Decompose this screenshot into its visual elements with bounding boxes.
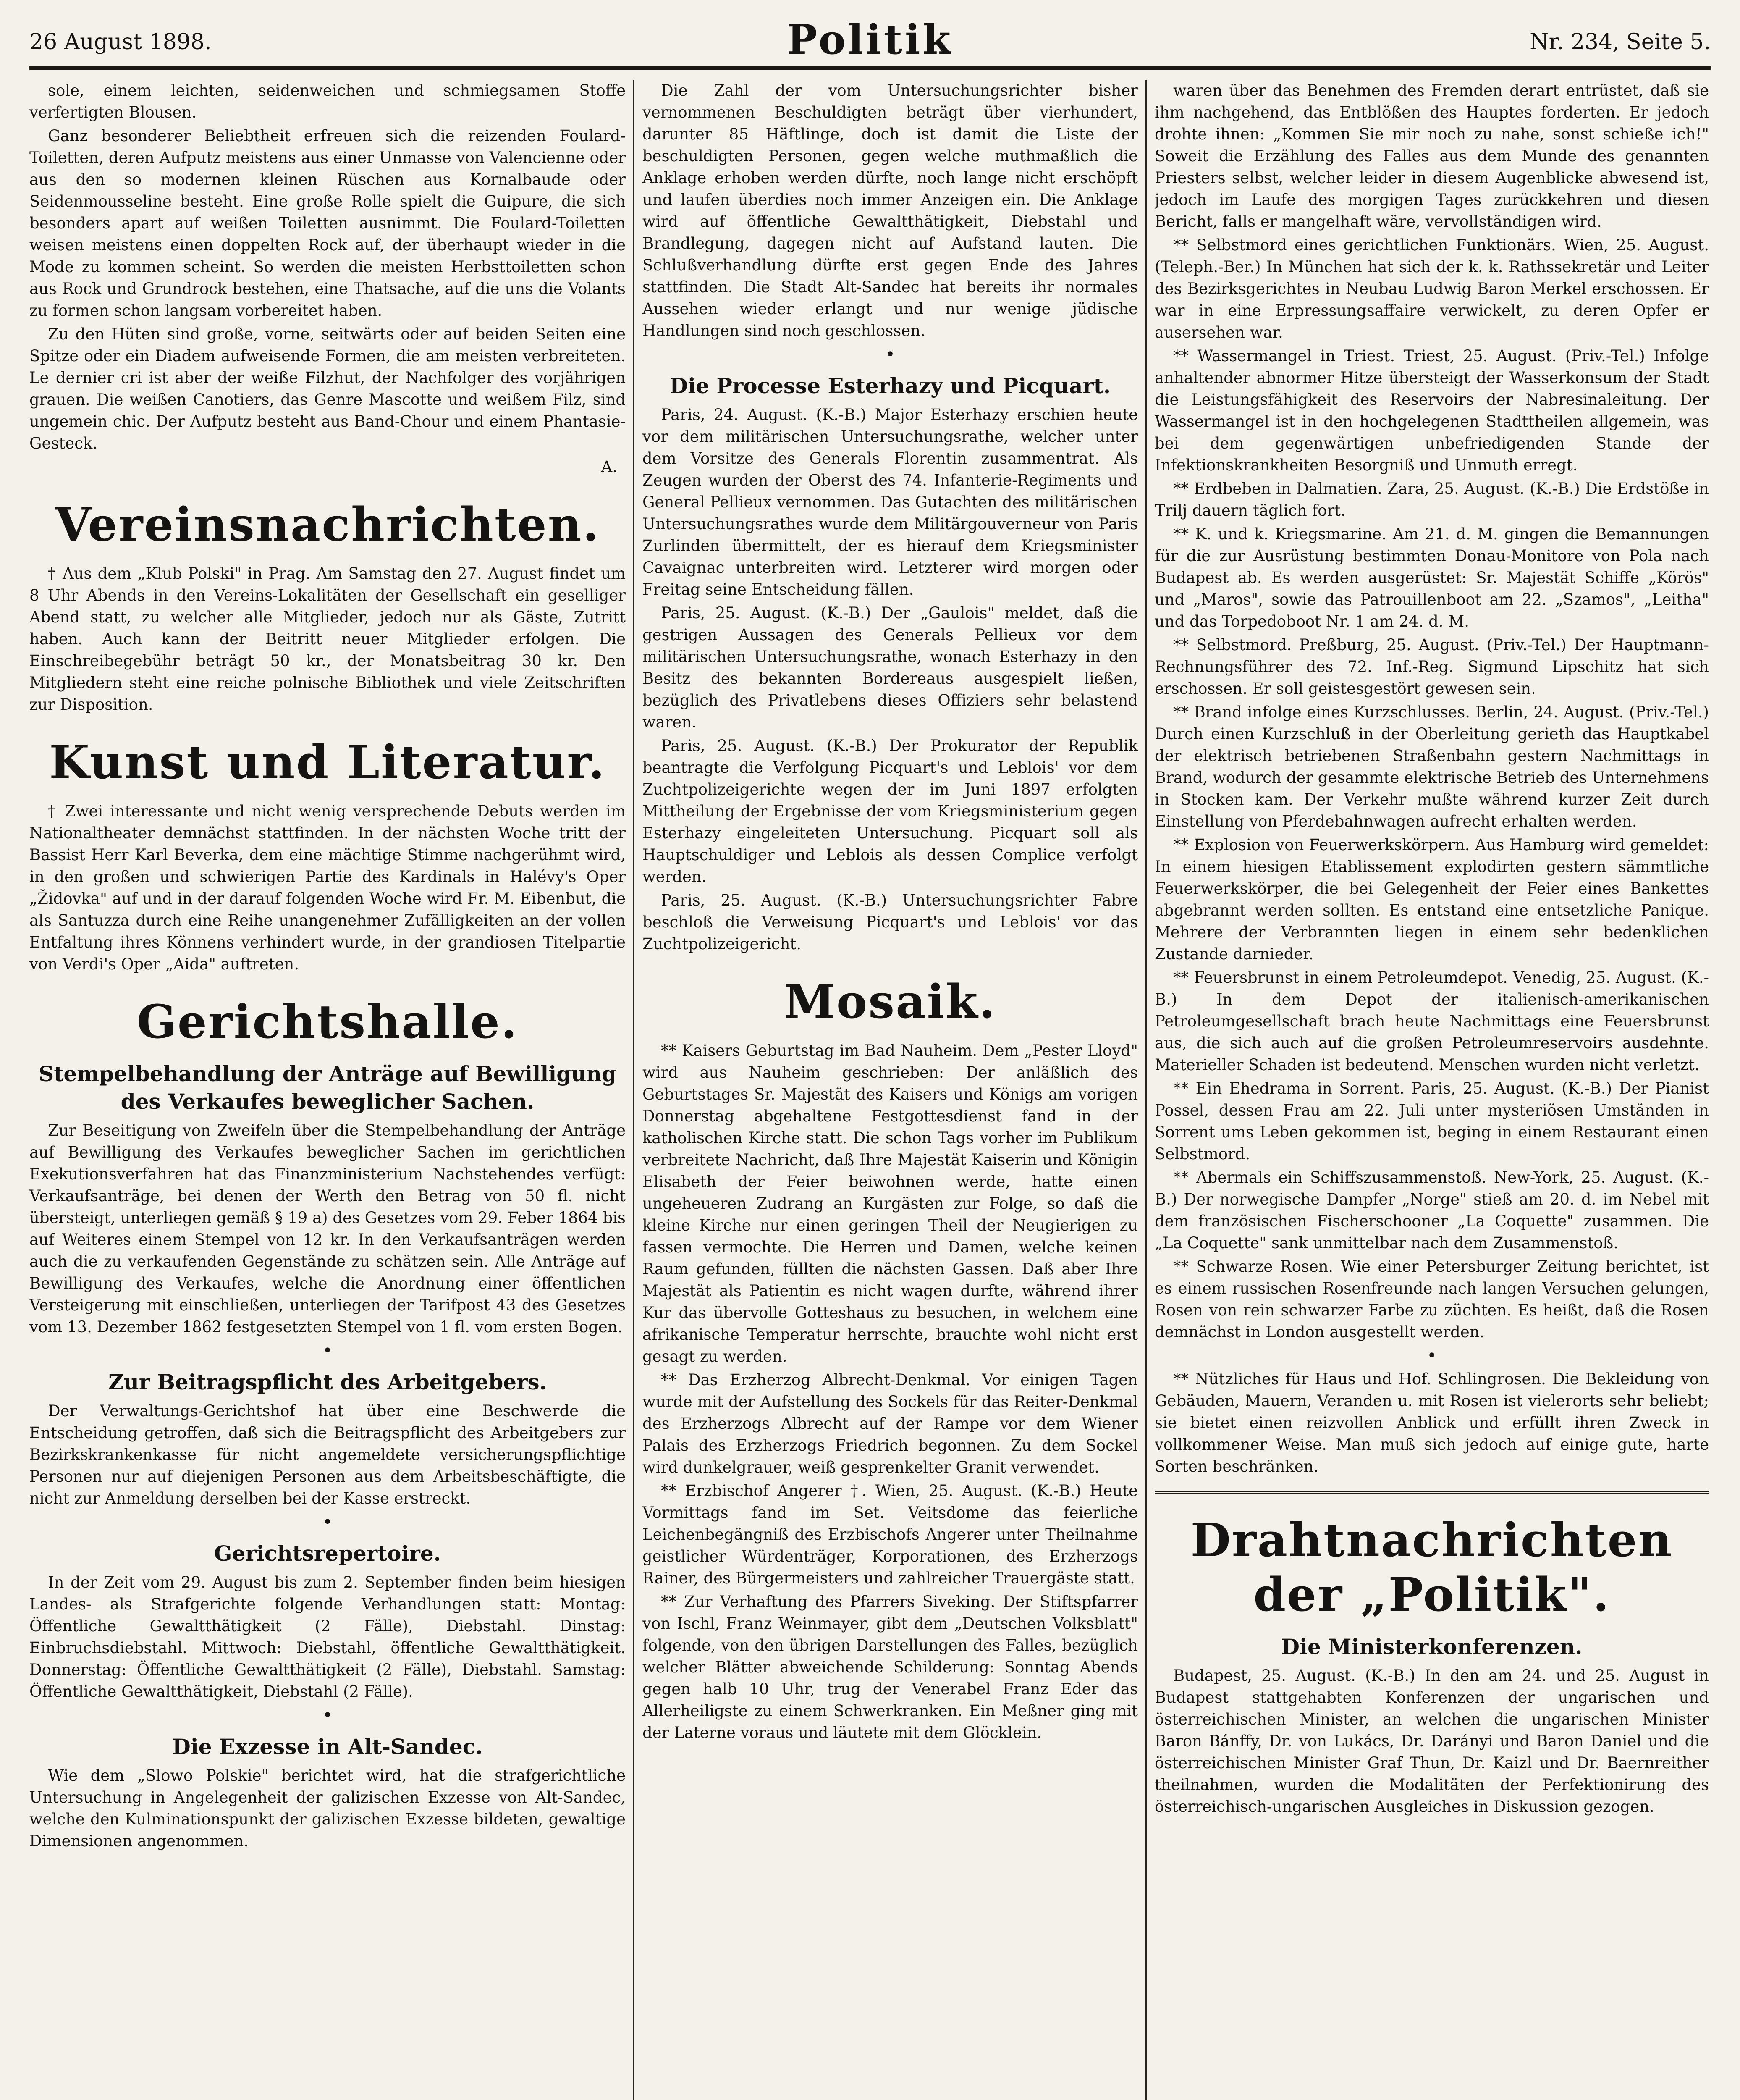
news-item: ** Erdbeben in Dalmatien. Zara, 25. August. (K.-B.) Die Erdstöße in Trilj dauern täglich fort. [1155, 480, 1709, 520]
verein-paragraph: † Aus dem „Klub Polski" in Prag. Am Samstag den 27. August findet um 8 Uhr Abends in den Vereins-Lokalitäten der Gesellschaft ein geselliger Abend statt, zu welcher alle Mitglieder, jedoch nur als Gäste, Zutritt haben. Auch kann der Beitritt neuer Mitglieder erfolgen. Die Einschreibegebühr beträgt 50 kr., der Monatsbeitrag 30 kr. Den Mitgliedern steht eine reiche polnische Bibliothek und viele Zeitschriften zur Disposition. [29, 564, 626, 714]
gericht-paragraph: In der Zeit vom 29. August bis zum 2. September finden beim hiesigen Landes- als Strafgerichte folgende Verhandlungen statt: Montag: Öffentliche Gewaltthätigkeit (2 Fälle), Diebstahl. Dinstag: Einbruchsdiebstahl. Mittwoch: Diebstahl, öffentliche Gewaltthätigkeit. Donnerstag: Öffentliche Gewaltthätigkeit (2 Fälle), Diebstahl. Samstag: Öffentliche Gewaltthätigkeit, Diebstahl (2 Fälle). [29, 1573, 626, 1701]
separator-star: • [322, 1341, 333, 1360]
news-item: ** Ein Ehedrama in Sorrent. Paris, 25. August. (K.-B.) Der Pianist Possel, dessen Frau am 22. Juli unter mysteriösen Umständen in Sorrent ums Leben gekommen ist, beging in einem Restaurant einen Selbstmord. [1155, 1079, 1709, 1163]
article-subheading: Die Ministerkonferenzen. [1281, 1634, 1583, 1659]
prozess-paragraph: Paris, 24. August. (K.-B.) Major Esterhazy erschien heute vor dem militärischen Untersuchungsrathe, welcher unter dem Vorsitze des Generals Florentin zusammentrat. Als Zeugen wurden der Oberst des 74. Infanterie-Regiments und General Pellieux vernommen. Das Gutachten des militärischen Untersuchungsrathes wurde dem Militärgouverneur von Paris Zurlinden übermittelt, der es hierauf dem Kriegsminister Cavaignac unterbreiten wird. Letzterer wird morgen oder Freitag seine Entscheidung fällen. [642, 406, 1138, 598]
continued-paragraph: Die Zahl der vom Untersuchungsrichter bisher vernommenen Beschuldigten beträgt über vierhundert, darunter 85 Häftlinge, doch ist damit die Liste der beschuldigten Personen, gegen welche muthmaßlich die Anklage erhoben werden dürfte, noch lange nicht erschöpft und laufen überdies noch immer Anzeigen ein. Die Anklage wird auf öffentliche Gewaltthätigkeit, Diebstahl und Brandlegung, dagegen nicht auf Aufstand lauten. Die Schlußverhandlung dürfte erst gegen Ende des Jahres stattfinden. Die Stadt Alt-Sandec hat bereits ihr normales Aussehen wieder erlangt und nur wenige jüdische Handlungen sind noch geschlossen. [642, 81, 1138, 340]
masthead [29, 16, 1711, 70]
section-heading-drahtnachrichten: Drahtnachrichten der „Politik". [1190, 1513, 1673, 1622]
column-right [1155, 80, 1709, 2100]
prozess-paragraph: Paris, 25. August. (K.-B.) Untersuchungsrichter Fabre beschloß die Verweisung Picquart's und Leblois' vor das Zuchtpolizeigericht. [642, 891, 1138, 953]
draht-paragraph: Budapest, 25. August. (K.-B.) In den am 24. und 25. August in Budapest stattgehabten Konferenzen der ungarischen und österreichischen Minister, an welchen die ungarischen Minister Baron Bánffy, Dr. von Lukács, Dr. Darányi und Baron Daniel und die österreichischen Minister Graf Thun, Dr. Kaizl und Dr. Baernreither theilnahmen, wurden die Modalitäten der Perfektionirung des österreichisch-ungarischen Ausgleiches in Diskussion gezogen. [1155, 1667, 1709, 1816]
page-number: Nr. 234, Seite 5. [1530, 29, 1711, 55]
article-subheading: Die Exzesse in Alt-Sandec. [172, 1734, 483, 1759]
mosaik-paragraph: ** Kaisers Geburtstag im Bad Nauheim. Dem „Pester Lloyd" wird aus Nauheim geschrieben: Der anläßlich des Geburtstages Sr. Majestät des Kaisers und Königs am vorigen Donnerstag abgehaltene Festgottesdienst fand in der katholischen Kirche statt. Die schon Tags vorher im Publikum verbreitete Nachricht, daß Ihre Majestät Kaiserin und Königin Elisabeth der Feier beiwohnen werde, hatte einen ungeheueren Zudrang an Kurgästen zur Folge, so daß die kleine Kirche nur einen geringen Theil der Neugierigen zu fassen vermochte. Die Herren und Damen, welche keinen Raum gefunden, füllten die nächsten Gassen. Daß aber Ihre Majestät als Patientin es nicht wagen durfte, während ihrer Kur das übervolle Gotteshaus zu besuchen, in welchem eine afrikanische Temperatur herrschte, brauchte wohl nicht erst gesagt zu werden. [642, 1042, 1138, 1365]
news-item: ** Nützliches für Haus und Hof. Schlingrosen. Die Bekleidung von Gebäuden, Mauern, Veranden u. mit Rosen ist vielerorts sehr beliebt; sie bietet einen reizvollen Anblick und erfüllt ihren Zweck in vollkommener Weise. Man muß sich jedoch auf einige gute, harte Sorten beschränken. [1155, 1370, 1709, 1475]
section-heading-kunst-literatur: Kunst und Literatur. [49, 735, 606, 789]
gericht-paragraph: Zur Beseitigung von Zweifeln über die Stempelbehandlung der Anträge auf Bewilligung des Verkaufes beweglicher Sachen im gerichtlichen Exekutionsverfahren hat das Finanzministerium Nachstehendes verfügt: Verkaufsanträge, bei denen der Werth den Betrag von 50 fl. nicht übersteigt, unterliegen gemäß § 19 a) des Gesetzes vom 29. Feber 1864 bis auf Weiteres einem Stempel von 12 kr. In den Verkaufsanträgen werden auch die zu verkaufenden Gegenstände zu schätzen sein. Alle Anträge auf Bewilligung des Verkaufes, welche die Anordnung einer öffentlichen Versteigerung mit einschließen, unterliegen der Tarifpost 43 des Gesetzes vom 13. Dezember 1862 festgesetzten Stempel von 1 fl. vom ersten Bogen. [29, 1121, 626, 1336]
issue-date: 26 August 1898. [29, 29, 212, 55]
prozess-paragraph: Paris, 25. August. (K.-B.) Der „Gaulois" meldet, daß die gestrigen Aussagen des Generals Pellieux vor dem militärischen Untersuchungsrathe, wonach Esterhazy in den Besitz des bekannten Bordereaus ausgespielt ließen, bezüglich des Privatlebens dieses Offiziers sehr belastend waren. [642, 604, 1138, 731]
article-subheading: Gerichtsrepertoire. [214, 1541, 441, 1566]
news-item: ** Feuersbrunst in einem Petroleumdepot. Venedig, 25. August. (K.-B.) In dem Depot der italienisch-amerikanischen Petroleumgesellschaft brach heute Nachmittags eine Feuersbrunst aus, die sich auch auf die großen Petroleumreservoirs ausdehnte. Materieller Schaden ist bedeutend. Menschen wurden nicht verletzt. [1155, 969, 1709, 1074]
separator-star: • [1427, 1346, 1437, 1365]
fashion-paragraph: Zu den Hüten sind große, vorne, seitwärts oder auf beiden Seiten eine Spitze oder ein Diadem aufweisende Formen, die am meisten verbreiteten. Le dernier cri ist aber der weiße Filzhut, der Nachfolger des vorjährigen grauen. Die weißen Canotiers, das Genre Mascotte und weißem Filz, sind ungemein chic. Der Aufputz besteht aus Band-Chour und einem Phantasie-Gesteck. [29, 325, 626, 452]
separator-star: • [322, 1512, 333, 1532]
news-item: ** Explosion von Feuerwerkskörpern. Aus Hamburg wird gemeldet: In einem hiesigen Etablissement explodirten gestern sämmtliche Feuerwerkskörper, die bei Gelegenheit der Feier eines Bankettes abgebrannt werden sollten. Es entstand eine entsetzliche Panique. Mehrere der Verbrannten liegen in einem sehr bedenklichen Zustande darnieder. [1155, 836, 1709, 963]
continued-paragraph: waren über das Benehmen des Fremden derart entrüstet, daß sie ihm nachgehend, das Entblößen des Hauptes forderten. Er jedoch drohte ihnen: „Kommen Sie mir noch zu nahe, sonst schieße ich!" Soweit die Erzählung des Falles aus dem Munde des genannten Priesters selbst, welcher leider in diesem Augenblicke abwesend ist, jedoch im Laufe des morgigen Tages zurückkehren und diesen Bericht, falls er mangelhaft wäre, vervollständigen wird. [1155, 81, 1709, 231]
column-middle [642, 80, 1138, 2100]
article-subheading: Zur Beitragspflicht des Arbeitgebers. [108, 1370, 547, 1394]
news-item: ** Selbstmord. Preßburg, 25. August. (Priv.-Tel.) Der Hauptmann-Rechnungsführer des 72. Inf.-Reg. Sigmund Lipschitz hat sich erschossen. Er soll geistesgestört gewesen sein. [1155, 636, 1709, 698]
article-signature: A. [601, 458, 617, 476]
fashion-paragraph: sole, einem leichten, seidenweichen und schmiegsamen Stoffe verfertigten Blousen. [29, 81, 626, 121]
section-heading-mosaik: Mosaik. [784, 974, 996, 1029]
section-heading-vereinsnachrichten: Vereinsnachrichten. [55, 497, 600, 551]
kunst-paragraph: † Zwei interessante und nicht wenig versprechende Debuts werden im Nationaltheater demnächst stattfinden. In der nächsten Woche tritt der Bassist Herr Karl Beverka, dem eine mächtige Stimme nachgerühmt wird, in den großen und schwierigen Partie des Kardinals in Halévy's Oper „Židovka" auf und in der darauf folgenden Woche wird Fr. M. Eibenbut, die als Santuzza durch eine Reihe unangenehmer Zufälligkeiten an der vollen Entfaltung ihres Könnens verhindert wurde, in der grandiosen Titelpartie von Verdi's Oper „Aida" auftreten. [29, 802, 626, 973]
mosaik-paragraph: ** Zur Verhaftung des Pfarrers Siveking. Der Stiftspfarrer von Ischl, Franz Weinmayer, gibt dem „Deutschen Volksblatt" folgende, von den übrigen Darstellungen des Falles, bezüglich welcher Blätter abweichende Schilderung: Sonntag Abends gegen halb 10 Uhr, trug der Venerabel Franz Eder das Allerheiligste zu einem Schwerkranken. Ein Meßner ging mit der Laterne voraus und läutete mit dem Glöcklein. [642, 1593, 1138, 1742]
mosaik-paragraph: ** Erzbischof Angerer †. Wien, 25. August. (K.-B.) Heute Vormittags fand im Set. Veitsdome das feierliche Leichenbegängniß des Erzbischofs Angerer unter Theilnahme geistlicher Würdenträger, Korporationen, des Erzherzogs Rainer, des Bürgermeisters und zahlreicher Trauergäste statt. [642, 1482, 1138, 1587]
separator-star: • [885, 345, 895, 364]
news-item: ** K. und k. Kriegsmarine. Am 21. d. M. gingen die Bemannungen für die zur Ausrüstung bestimmten Donau-Monitore von Pola nach Budapest ab. Es werden ausgerüstet: Sr. Majestät Schiffe „Körös" und „Maros", sowie das Patrouillenboot am 22. „Szamos", „Leitha" und das Torpedoboot Nr. 1 am 24. d. M. [1155, 525, 1709, 630]
section-heading-gerichtshalle: Gerichtshalle. [136, 995, 519, 1049]
article-subheading: Die Processe Esterhazy und Picquart. [669, 373, 1111, 398]
gericht-paragraph: Der Verwaltungs-Gerichtshof hat über eine Beschwerde die Entscheidung getroffen, daß sich die Beitragspflicht des Arbeitgebers zur Bezirkskrankenkasse für nicht angemeldete versicherungspflichtige Personen nur auf diejenigen Personen aus dem Arbeitsbeschäftigte, die nicht zur Anmeldung derselben bei der Kasse erstreckt. [29, 1402, 626, 1507]
news-item: ** Schwarze Rosen. Wie einer Petersburger Zeitung berichtet, ist es einem russischen Rosenfreunde nach langen Versuchen gelungen, Rosen von rein schwarzer Farbe zu züchten. Es heißt, daß die Rosen demnächst in London ausgestellt werden. [1155, 1257, 1709, 1341]
prozess-paragraph: Paris, 25. August. (K.-B.) Der Prokurator der Republik beantragte die Verfolgung Picquart's und Leblois' vor dem Zuchtpolizeigerichte wegen der im Juni 1897 erfolgten Mittheilung der Ergebnisse der vom Kriegsministerium gegen Esterhazy eingeleiteten Untersuchung. Picquart soll als Hauptschuldiger und Leblois als dessen Complice verfolgt werden. [642, 737, 1138, 886]
newspaper-title: Politik [787, 16, 953, 63]
column-rule-1 [633, 80, 634, 2100]
column-left [29, 80, 626, 2100]
news-item: ** Selbstmord eines gerichtlichen Funktionärs. Wien, 25. August. (Teleph.-Ber.) In München hat sich der k. k. Rathssekretär und Leiter des Bezirksgerichtes in Neubau Ludwig Baron Merkel erschossen. Er war in eine Erpressungsaffaire verwickelt, zu deren Opfer er ausersehen war. [1155, 236, 1709, 341]
separator-star: • [322, 1706, 333, 1725]
article-subheading: Stempelbehandlung der Anträge auf Bewilligung des Verkaufes beweglicher Sachen. [39, 1061, 616, 1114]
gericht-paragraph: Wie dem „Slowo Polskie" berichtet wird, hat die strafgerichtliche Untersuchung in Angelegenheit der galizischen Exzesse von Alt-Sandec, welche den Kulminationspunkt der galizischen Exzesse bildeten, gewaltige Dimensionen angenommen. [29, 1767, 626, 1850]
column-rule-2 [1145, 80, 1147, 2100]
section-divider [1155, 1491, 1709, 1494]
mosaik-paragraph: ** Das Erzherzog Albrecht-Denkmal. Vor einigen Tagen wurde mit der Aufstellung des Sockels für das Reiter-Denkmal des Erzherzogs Albrecht auf der Rampe vor dem Wiener Palais des Erzherzogs Friedrich begonnen. Zu dem Sockel wird dunkelgrauer, weiß gesprenkelter Granit verwendet. [642, 1371, 1138, 1476]
fashion-paragraph: Ganz besonderer Beliebtheit erfreuen sich die reizenden Foulard-Toiletten, deren Aufputz meistens aus einer Unmasse von Valencienne oder aus den so modernen kleinen Rüschen aus Kornalbaude oder Seidenmousseline besteht. Eine große Rolle spielt die Guipure, die sich besonders apart auf weißen Toiletten ausnimmt. Die Foulard-Toiletten weisen meistens einen doppelten Rock auf, der überhaupt wieder in die Mode zu kommen scheint. So werden die meisten Herbsttoiletten schon aus Rock und Grundrock bestehen, eine Thatsache, auf die uns die Volants zu formen schon langsam vorbereitet haben. [29, 127, 626, 320]
news-item: ** Brand infolge eines Kurzschlusses. Berlin, 24. August. (Priv.-Tel.) Durch einen Kurzschluß in der Oberleitung gerieth das Hauptkabel der elektrisch betriebenen Straßenbahn gestern Nachmittags in Brand, wodurch der gesammte elektrische Betrieb des Unternehmens in Stocken kam. Der Verkehr mußte während kurzer Zeit durch Einstellung von Pferdebahnwagen aufrecht erhalten werden. [1155, 703, 1709, 830]
news-item: ** Wassermangel in Triest. Triest, 25. August. (Priv.-Tel.) Infolge anhaltender abnormer Hitze übersteigt der Wasserkonsum der Stadt die Leistungsfähigkeit des Reservoirs der Nabresinaleitung. Der Wassermangel ist in den hochgelegenen Stadttheilen allgemein, was bei dem gegenwärtigen unbefriedigenden Stande der Infektionskrankheiten Besorgniß und Unmuth erregt. [1155, 347, 1709, 474]
news-item: ** Abermals ein Schiffszusammenstoß. New-York, 25. August. (K.-B.) Der norwegische Dampfer „Norge" stieß am 20. d. im Nebel mit dem französischen Fischerschooner „La Coquette" zusammen. Die „La Coquette" sank unmittelbar nach dem Zusammenstoß. [1155, 1168, 1709, 1252]
